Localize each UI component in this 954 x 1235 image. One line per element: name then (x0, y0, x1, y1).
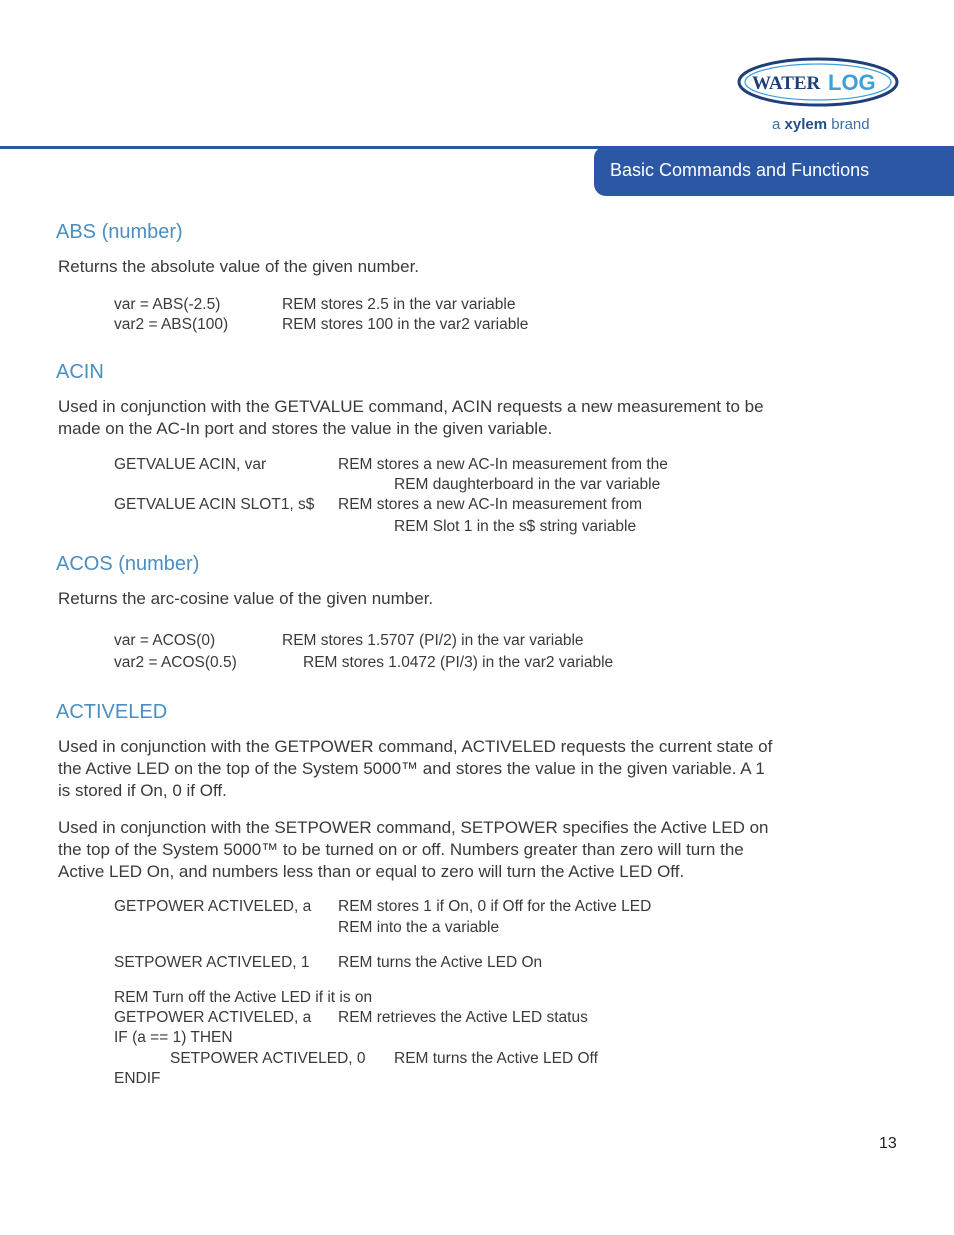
brand-tagline (772, 116, 870, 133)
acin-description-line-2: made on the AC-In port and stores the value in the given variable. (58, 419, 553, 438)
activeled-ex3-endif: ENDIF (114, 1070, 161, 1087)
logo-word-water: WATER (752, 73, 821, 94)
acos-code-rem-1: REM stores 1.5707 (PI/2) in the var variable (282, 632, 584, 649)
activeled-ex3-rem: REM retrieves the Active LED status (338, 1009, 588, 1026)
abs-code-cmd-2: var2 = ABS(100) (114, 316, 229, 333)
activeled-ex1-rem: REM stores 1 if On, 0 if Off for the Active LED (338, 898, 652, 915)
activeled-ex3-comment: REM Turn off the Active LED if it is on (114, 989, 373, 1006)
waterlog-logo (736, 56, 900, 108)
activeled-para2-line-2: the top of the System 5000™ to be turned on or off. Numbers greater than zero will turn the (58, 840, 744, 859)
page-number: 13 (879, 1135, 897, 1152)
brand-word: brand (831, 116, 870, 133)
acin-code-rem-1: REM stores a new AC-In measurement from the (338, 456, 668, 473)
activeled-ex2-cmd: SETPOWER ACTIVELED, 1 (114, 954, 310, 971)
brand-xylem: xylem (784, 116, 828, 133)
abs-heading: ABS (number) (56, 221, 183, 243)
acin-heading: ACIN (56, 361, 104, 383)
activeled-heading: ACTIVELED (56, 701, 168, 723)
acin-code-cont-1: REM daughterboard in the var variable (394, 476, 661, 493)
activeled-ex3-cmd: GETPOWER ACTIVELED, a (114, 1009, 312, 1026)
activeled-ex3-if: IF (a == 1) THEN (114, 1029, 233, 1046)
abs-description: Returns the absolute value of the given number. (58, 257, 420, 276)
logo-word-log: LOG (828, 70, 876, 95)
activeled-para1-line-1: Used in conjunction with the GETPOWER command, ACTIVELED requests the current state of (58, 737, 773, 756)
abs-code-rem-1: REM stores 2.5 in the var variable (282, 296, 516, 313)
acos-heading: ACOS (number) (56, 553, 200, 575)
activeled-para2-line-1: Used in conjunction with the SETPOWER command, SETPOWER specifies the Active LED on (58, 818, 769, 837)
activeled-ex1-cmd: GETPOWER ACTIVELED, a (114, 898, 312, 915)
brand-a: a (772, 116, 781, 133)
acos-description: Returns the arc-cosine value of the given number. (58, 589, 434, 608)
activeled-ex1-cont: REM into the a variable (338, 919, 500, 936)
abs-code-rem-2: REM stores 100 in the var2 variable (282, 316, 529, 333)
activeled-ex3-set-rem: REM turns the Active LED Off (394, 1050, 598, 1067)
abs-code-cmd-1: var = ABS(-2.5) (114, 296, 221, 313)
acin-description-line-1: Used in conjunction with the GETVALUE command, ACIN requests a new measurement to be (58, 397, 764, 416)
acin-code-cmd-2: GETVALUE ACIN SLOT1, s$ (114, 496, 315, 513)
section-tab: Basic Commands and Functions (594, 146, 954, 196)
activeled-para1-line-3: is stored if On, 0 if Off. (58, 781, 227, 800)
activeled-para1-line-2: the Active LED on the top of the System 5000™ and stores the value in the given variable. A 1 (58, 759, 765, 778)
activeled-ex2-rem: REM turns the Active LED On (338, 954, 543, 971)
activeled-ex3-set-cmd: SETPOWER ACTIVELED, 0 (170, 1050, 366, 1067)
acin-code-cont-2: REM Slot 1 in the s$ string variable (394, 518, 637, 535)
acin-code-cmd-1: GETVALUE ACIN, var (114, 456, 267, 473)
acin-code-rem-2: REM stores a new AC-In measurement from (338, 496, 643, 513)
acos-code-rem-2: REM stores 1.0472 (PI/3) in the var2 variable (303, 654, 614, 671)
activeled-para2-line-3: Active LED On, and numbers less than or equal to zero will turn the Active LED Off. (58, 862, 685, 881)
acos-code-cmd-2: var2 = ACOS(0.5) (114, 654, 237, 671)
acos-code-cmd-1: var = ACOS(0) (114, 632, 216, 649)
